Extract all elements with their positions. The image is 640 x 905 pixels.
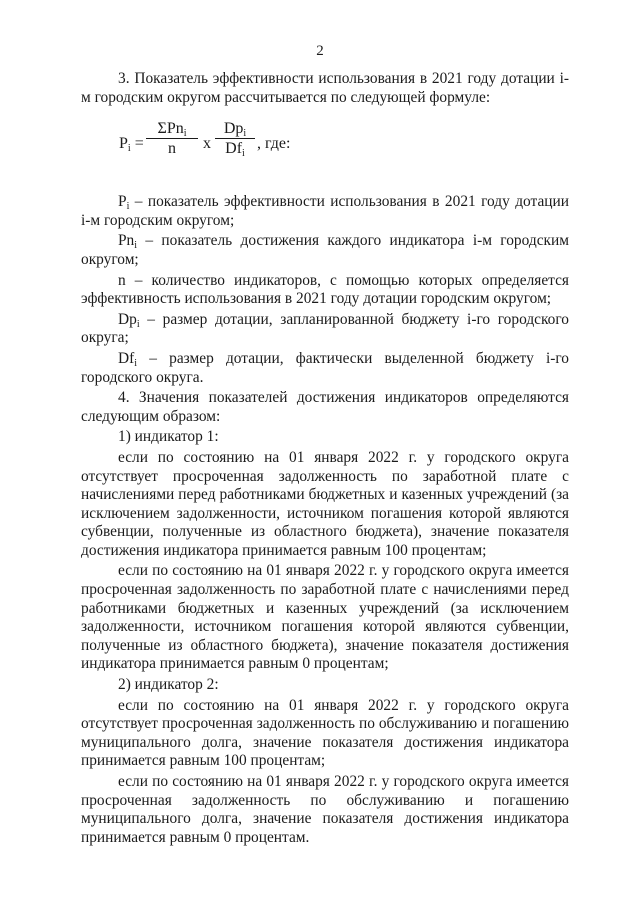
indicator-2-title: 2) индикатор 2: bbox=[118, 676, 219, 694]
indicator-2-case-absent: если по состоянию на 01 января 2022 г. у городского округа отсутствует просроченная задолженность по обслуживанию и погашению муниципального долга, значение показателя достижения индикатора принимается равным 100 процентам; bbox=[81, 696, 569, 770]
definition-n: n – количество индикаторов, с помощью которых определяется эффективность использования в 2021 году дотации городским округом; bbox=[81, 271, 569, 308]
definition-df: $Df_i$ – размер дотации, фактически выделенной бюджету i-го городского округа. bbox=[81, 349, 569, 386]
paragraph-4: 4. Значения показателей достижения индикаторов определяются следующим образом: bbox=[81, 389, 569, 425]
formula-fraction-2: $Dp_i$ $Df_i$ bbox=[215, 119, 255, 159]
document-body bbox=[81, 70, 569, 849]
indicator-1-case-absent: если по состоянию на 01 января 2022 г. у городского округа отсутствует просроченная задолженность по заработной плате с начислениями перед работниками бюджетных и казенных учреждений (за исключением задолженности, источником погашения которой являются субвенции, полученные из областного бюджета), значение показателя достижения индикатора принимается равным 100 процентам; bbox=[81, 448, 569, 559]
indicator-1-title: 1) индикатор 1: bbox=[118, 428, 219, 446]
definition-p: $P_i$ – показатель эффективности использования в 2021 году дотации i-м городским округом; bbox=[81, 193, 569, 229]
indicator-1-case-present: если по состоянию на 01 января 2022 г. у городского округа имеется просроченная задолженность по заработной плате с начислениями перед работниками бюджетных и казенных учреждений (за исключением задолженности, источником погашения которой являются субвенции, полученные из областного бюджета), значение показателя достижения индикатора принимается равным 0 процентам; bbox=[81, 562, 569, 673]
page-number: 2 bbox=[316, 43, 324, 59]
formula-where: , где: bbox=[257, 135, 291, 153]
formula-fraction-1: ΣPn$_i$ n bbox=[146, 119, 198, 159]
paragraph-3: 3. Показатель эффективности использования в 2021 году дотации i-м городским округом рассчитывается по следующей формуле: bbox=[81, 70, 569, 106]
indicator-2-case-present: если по состоянию на 01 января 2022 г. у городского округа имеется просроченная задолженность по обслуживанию и погашению муниципального долга, значение показателя достижения индикатора принимается равным 0 процентам. bbox=[81, 773, 569, 846]
formula-lhs: $P_i$ = bbox=[119, 135, 144, 155]
formula-times: x bbox=[203, 135, 211, 153]
formula bbox=[119, 115, 569, 175]
definition-dp: $Dp_i$ – размер дотации, запланированной бюджету i-го городского округа; bbox=[81, 310, 569, 347]
definition-pn: $Pn_i$ – показатель достижения каждого индикатора i-м городским округом; bbox=[81, 232, 569, 268]
